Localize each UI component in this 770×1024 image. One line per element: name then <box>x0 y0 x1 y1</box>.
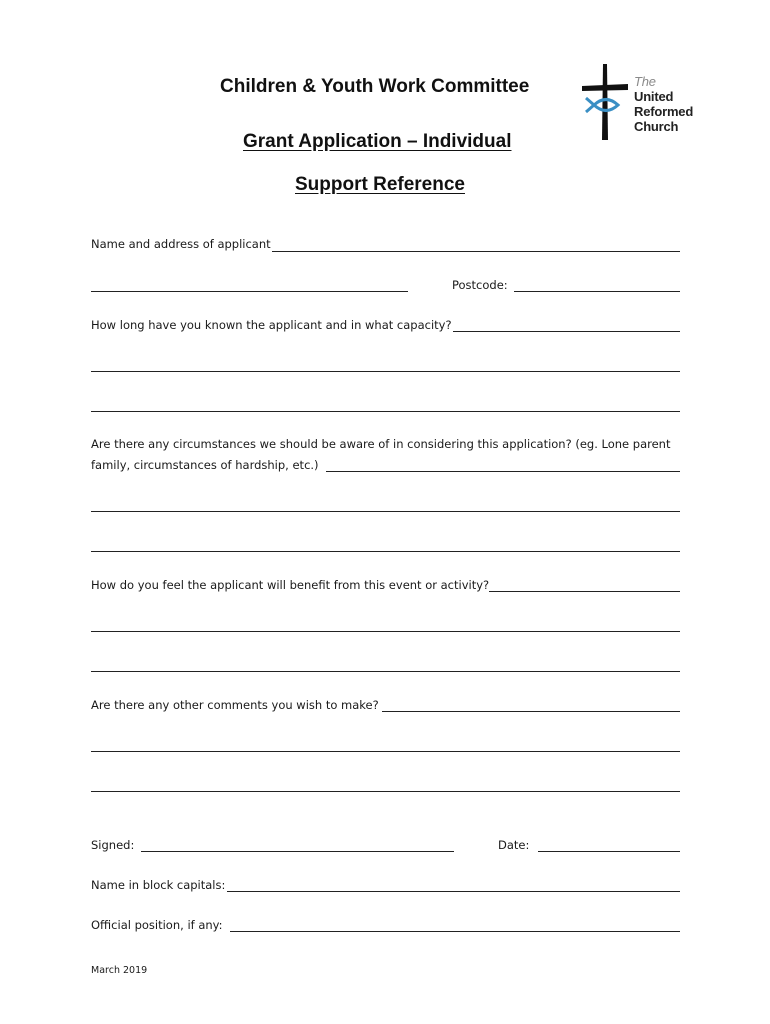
circumstances-label-line2: family, circumstances of hardship, etc.) <box>91 458 319 472</box>
logo-wordmark <box>634 74 693 134</box>
known-applicant-line-3[interactable] <box>91 411 680 412</box>
official-position-field[interactable] <box>230 931 680 932</box>
postcode-field[interactable] <box>514 291 680 292</box>
benefit-line-3[interactable] <box>91 671 680 672</box>
circumstances-field[interactable] <box>326 471 680 472</box>
comments-label: Are there any other comments you wish to make? <box>91 698 379 712</box>
logo-line-united: United <box>634 89 674 104</box>
signature-field[interactable] <box>141 851 454 852</box>
block-capitals-field[interactable] <box>227 891 680 892</box>
logo-line-reformed: Reformed <box>634 104 694 119</box>
urc-logo <box>580 62 695 142</box>
known-applicant-field[interactable] <box>453 331 680 332</box>
known-applicant-label: How long have you known the applicant and in what capacity? <box>91 318 452 332</box>
known-applicant-line-2[interactable] <box>91 371 680 372</box>
official-position-label: Official position, if any: <box>91 918 223 932</box>
circumstances-label-line1: Are there any circumstances we should be aware of in considering this application? (eg. Lone parent <box>91 437 671 451</box>
cross-fish-icon <box>580 62 632 142</box>
benefit-label: How do you feel the applicant will benefit from this event or activity? <box>91 578 490 592</box>
comments-line-2[interactable] <box>91 751 680 752</box>
benefit-field[interactable] <box>489 591 680 592</box>
logo-line-church: Church <box>634 119 679 134</box>
benefit-line-2[interactable] <box>91 631 680 632</box>
circumstances-line-3[interactable] <box>91 551 680 552</box>
comments-line-3[interactable] <box>91 791 680 792</box>
footer-date: March 2019 <box>91 965 148 976</box>
date-label: Date: <box>498 838 530 852</box>
form-committee-title: Children & Youth Work Committee <box>220 76 530 97</box>
logo-line-the: The <box>634 74 656 89</box>
comments-field[interactable] <box>382 711 680 712</box>
page-title: Support Reference <box>295 174 465 195</box>
date-field[interactable] <box>538 851 680 852</box>
form-subtitle: Grant Application – Individual <box>243 131 512 152</box>
signed-label: Signed: <box>91 838 135 852</box>
name-address-field[interactable] <box>272 251 680 252</box>
circumstances-line-2[interactable] <box>91 511 680 512</box>
address-line-field[interactable] <box>91 291 408 292</box>
block-capitals-label: Name in block capitals: <box>91 878 226 892</box>
name-address-label: Name and address of applicant <box>91 237 271 251</box>
postcode-label: Postcode: <box>452 278 508 292</box>
